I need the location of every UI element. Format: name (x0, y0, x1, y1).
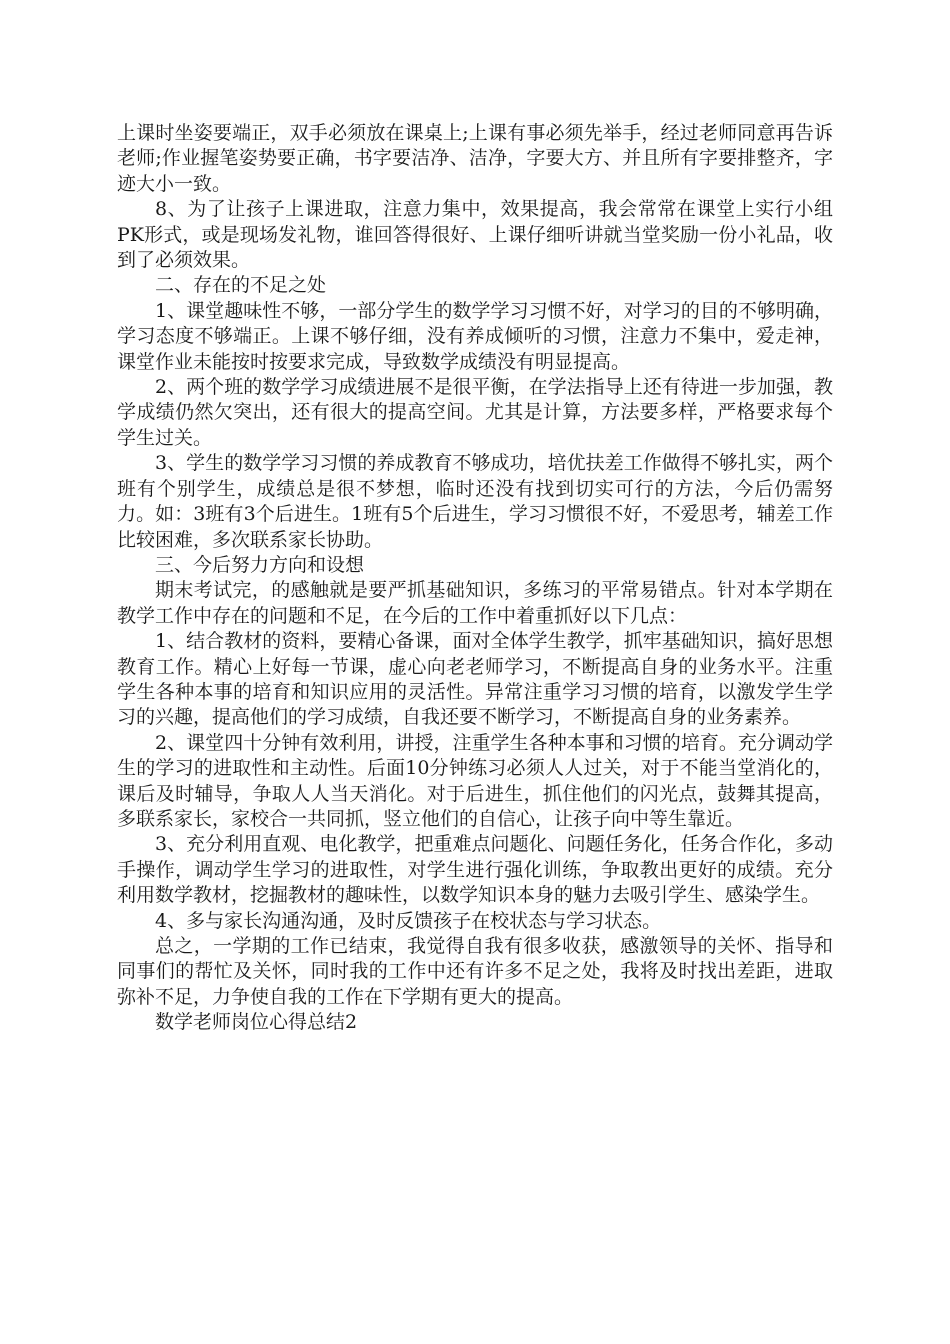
section-heading-shortcomings: 二、存在的不足之处 (155, 274, 327, 297)
paragraph-future-1: 1、结合教材的资料，要精心备课，面对全体学生教学，抓牢基础知识，搞好思想教育工作。精心上好每一节课，虚心向老老师学习，不断提高自身的业务水平。注重学生各种本事的培育和知识应用的灵活性。异常注重学习习惯的培育，以激发学生学习的兴趣，提高他们的学习成绩，自我还要不断学习，不断提高自身的业务素养。 (117, 630, 833, 729)
paragraph-conclusion: 总之，一学期的工作已结束，我觉得自我有很多收获，感激领导的关怀、指导和同事们的帮忙及关怀，同时我的工作中还有许多不足之处，我将及时找出差距，进取弥补不足，力争使自我的工作在下学期有更大的提高。 (117, 935, 833, 1008)
paragraph-future-2: 2、课堂四十分钟有效利用，讲授，注重学生各种本事和习惯的培育。充分调动学生的学习的进取性和主动性。后面10分钟练习必须人人过关，对于不能当堂消化的，课后及时辅导，争取人人当天消化。对于后进生，抓住他们的闪光点，鼓舞其提高，多联系家长，家校合一共同抓，竖立他们的自信心，让孩子向中等生靠近。 (117, 731, 833, 830)
paragraph-shortcoming-2: 2、两个班的数学学习成绩进展不是很平衡，在学法指导上还有待进一步加强，教学成绩仍然欠突出，还有很大的提高空间。尤其是计算，方法要多样，严格要求每个学生过关。 (117, 376, 833, 449)
paragraph-shortcoming-1: 1、课堂趣味性不够，一部分学生的数学学习习惯不好，对学习的目的不够明确，学习态度不够端正。上课不够仔细，没有养成倾听的习惯，注意力不集中，爱走神，课堂作业未能按时按要求完成，导致数学成绩没有明显提高。 (117, 299, 833, 373)
document-body (117, 121, 833, 1036)
paragraph-future-intro: 期末考试完，的感触就是要严抓基础知识，多练习的平常易错点。针对本学期在教学工作中存在的问题和不足，在今后的工作中着重抓好以下几点： (117, 579, 833, 627)
paragraph-item-8: 8、为了让孩子上课进取，注意力集中，效果提高，我会常常在课堂上实行小组PK形式，或是现场发礼物，谁回答得很好、上课仔细听讲就当堂奖励一份小礼品，收到了必须效果。 (117, 198, 833, 272)
paragraph-continuation: 上课时坐姿要端正，双手必须放在课桌上;上课有事必须先举手，经过老师同意再告诉老师;作业握笔姿势要正确，书字要洁净、洁净，字要大方、并且所有字要排整齐，字迹大小一致。 (117, 122, 833, 195)
paragraph-shortcoming-3: 3、学生的数学学习习惯的养成教育不够成功，培优扶差工作做得不够扎实，两个班有个别学生，成绩总是很不梦想，临时还没有找到切实可行的方法，今后仍需努力。如：3班有3个后进生。1班有5个后进生，学习习惯很不好，不爱思考，辅差工作比较困难，多次联系家长协助。 (117, 452, 833, 551)
next-article-title: 数学老师岗位心得总结2 (155, 1011, 358, 1034)
paragraph-future-3: 3、充分利用直观、电化教学，把重难点问题化、问题任务化，任务合作化，多动手操作，调动学生学习的进取性，对学生进行强化训练，争取教出更好的成绩。充分利用数学教材，挖掘教材的趣味性，以数学知识本身的魅力去吸引学生、感染学生。 (117, 833, 833, 907)
paragraph-future-4: 4、多与家长沟通沟通，及时反馈孩子在校状态与学习状态。 (155, 909, 662, 932)
section-heading-future: 三、今后努力方向和设想 (155, 553, 365, 576)
